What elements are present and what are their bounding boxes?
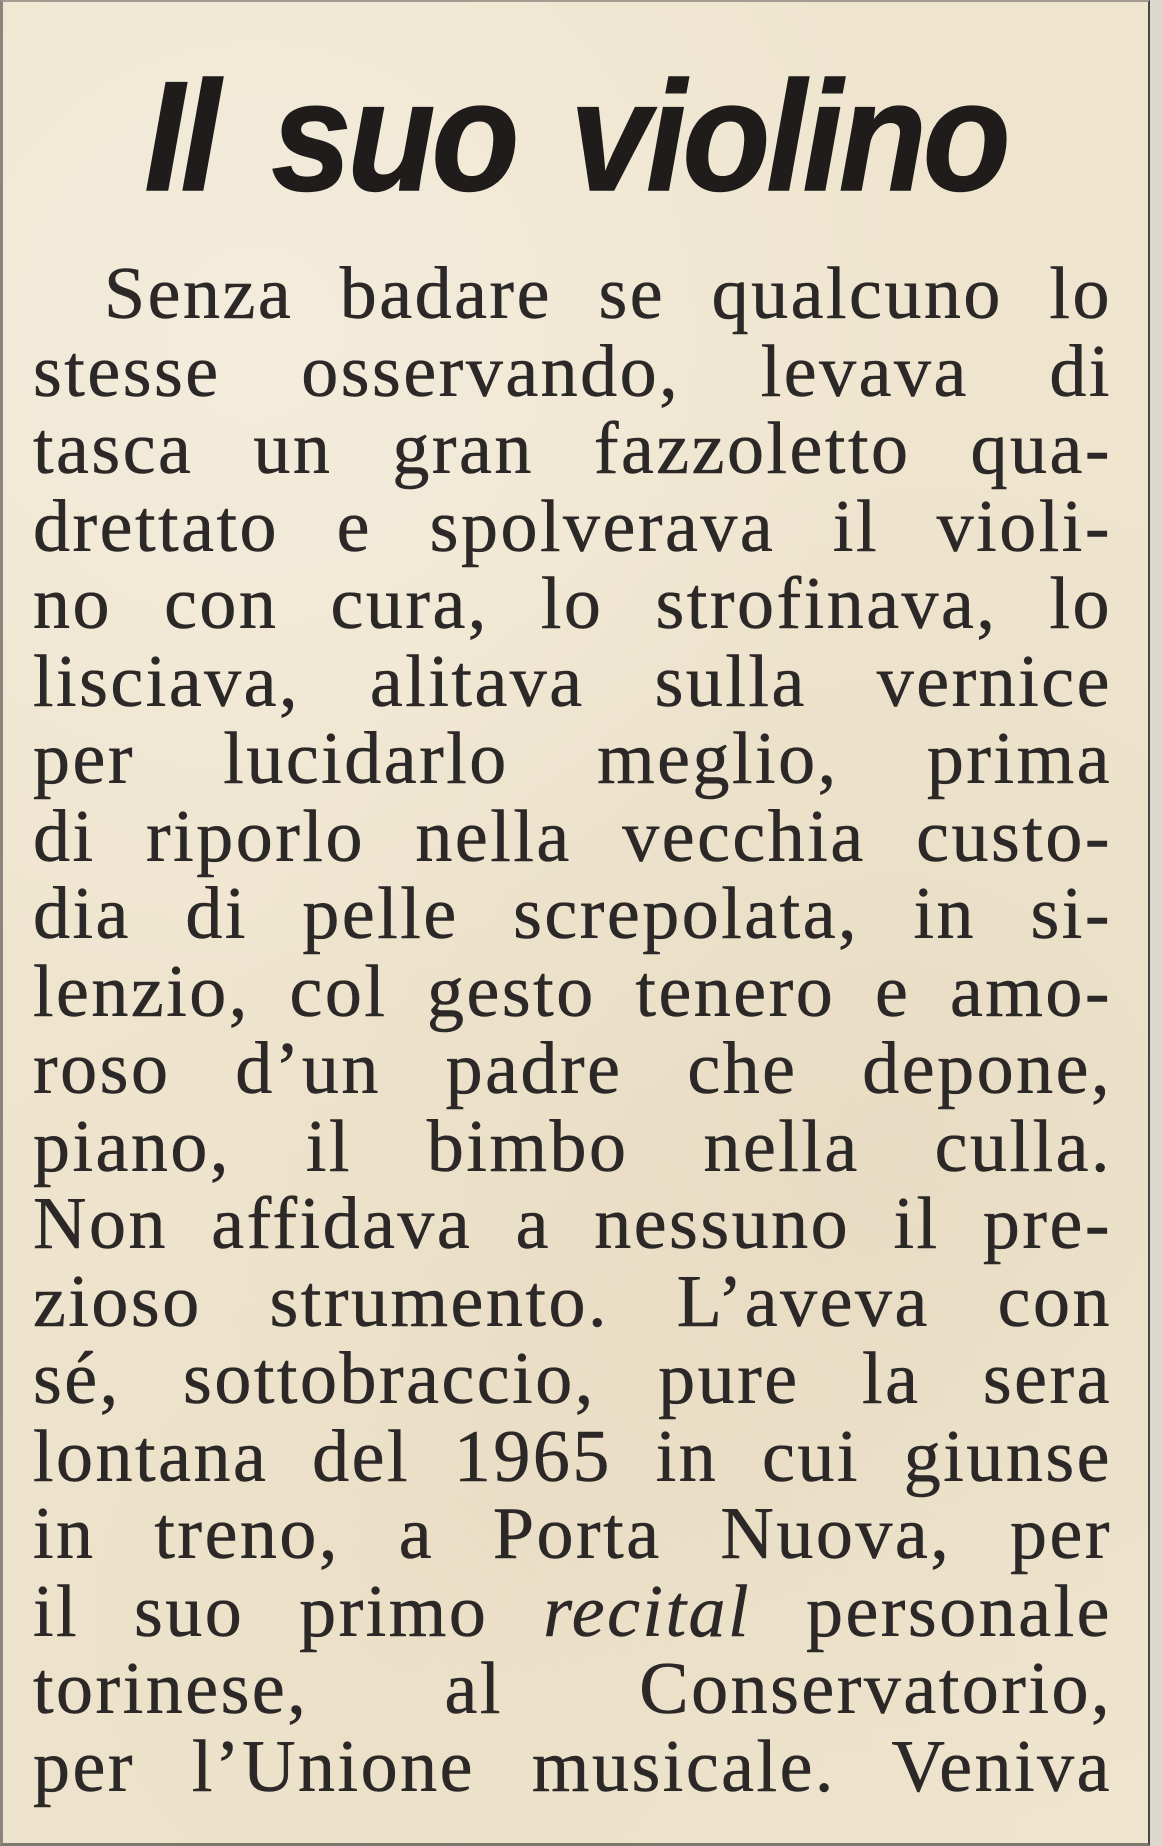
article-line: di riporlo nella vecchia custo- [33, 795, 1112, 878]
article-line: zioso strumento. L’aveva con [33, 1260, 1112, 1343]
article-line: roso d’un padre che depone, [33, 1028, 1112, 1110]
article-line: lenzio, col gesto tenero e amo- [33, 950, 1112, 1033]
article-body [33, 253, 1112, 1808]
article-line: torinese, al Conservatorio, [33, 1648, 1112, 1730]
headline [3, 50, 1148, 224]
article-line: lisciava, alitava sulla vernice [33, 640, 1112, 723]
italic-term: recital [543, 1570, 752, 1653]
article-line: dia di pelle screpolata, in si- [33, 873, 1112, 955]
headline-text: Il suo violino [144, 50, 1007, 224]
line-text: il suo primo [33, 1570, 544, 1653]
article-line: stesse osservando, levava di [33, 330, 1112, 413]
article-line [33, 1570, 1112, 1653]
article-line: per l’Unione musicale. Veniva [33, 1725, 1112, 1808]
article-line: tasca un gran fazzoletto qua- [33, 408, 1112, 490]
article-line: piano, il bimbo nella culla. [33, 1105, 1112, 1188]
article-line: Non affidava a nessuno il pre- [33, 1183, 1112, 1265]
article-line: sé, sottobraccio, pure la sera [33, 1338, 1112, 1420]
article-line: per lucidarlo meglio, prima [33, 718, 1112, 800]
article-line: no con cura, lo strofinava, lo [33, 563, 1112, 645]
line-text: personale [751, 1570, 1112, 1653]
article-line: drettato e spolverava il violi- [33, 485, 1112, 568]
scan-edge [1150, 0, 1162, 1846]
article-line: in treno, a Porta Nuova, per [33, 1493, 1112, 1575]
article-line: Senza badare se qualcuno lo [104, 253, 1112, 335]
article-line: lontana del 1965 in cui giunse [33, 1415, 1112, 1498]
